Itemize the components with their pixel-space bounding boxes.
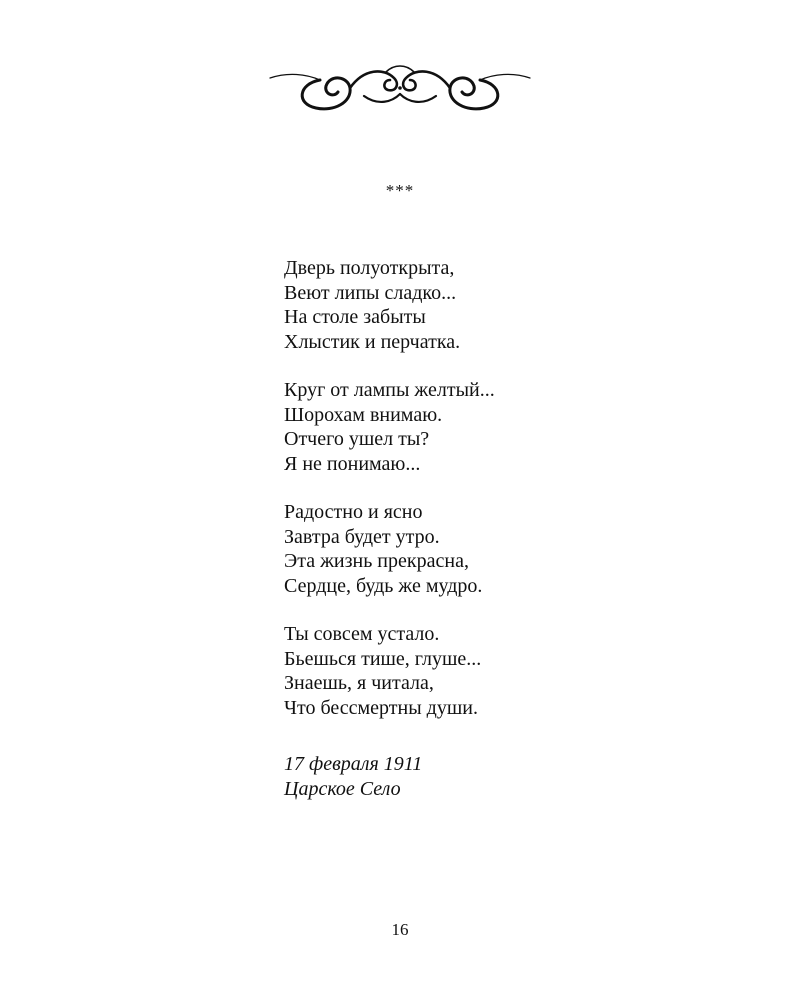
poem-line: Ты совсем устало. (284, 623, 440, 645)
section-separator: *** (385, 181, 415, 200)
poem-line: Хлыстик и перчатка. (284, 330, 461, 353)
poem-line: Веют липы сладко... (284, 281, 457, 304)
stanza (284, 378, 764, 476)
poem-line: Сердце, будь же мудро. (284, 574, 483, 597)
poem-line: Бьешься тише, глуше... (284, 647, 482, 670)
poem-line: Отчего ушел ты? (284, 428, 430, 450)
poem-line: Шорохам внимаю. (284, 403, 443, 426)
poem-line: Дверь полуоткрыта, (284, 257, 455, 279)
poem-line: Завтра будет утро. (284, 525, 440, 548)
poem-signoff (284, 752, 422, 801)
stanza (284, 256, 764, 354)
poem-line: Эта жизнь прекрасна, (284, 550, 469, 572)
stanza (284, 622, 764, 720)
poem-body (284, 256, 764, 744)
poem-line: На столе забыты (284, 306, 426, 328)
page-number: 16 (391, 920, 409, 939)
poem-date: 17 февраля 1911 (284, 753, 423, 775)
poem-line: Радостно и ясно (284, 501, 423, 523)
poem-line: Что бессмертны души. (284, 696, 478, 719)
poem-line: Я не понимаю... (284, 452, 421, 475)
poem-line: Круг от лампы желтый... (284, 379, 495, 401)
poem-line: Знаешь, я читала, (284, 672, 434, 694)
poem-place: Царское Село (284, 777, 401, 800)
flourish-divider-icon (268, 58, 532, 116)
stanza (284, 500, 764, 598)
